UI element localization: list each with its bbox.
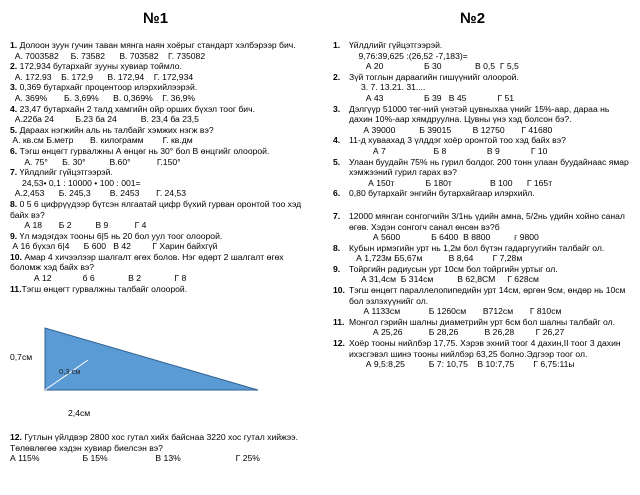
question-11: 11.Тэгш өнцөгт гурвалжны талбайг олоорой. xyxy=(10,283,188,294)
question-6: 6. Тэгш өнцөгт гурвалжны А өнцөг нь 30° бол В өнцгийг олоорой. xyxy=(10,145,270,156)
question-12: 12. Гутлын үйлдвэр 2800 хос гутал хийх байснаа 3220 хос гутал хийжээ. Төлөвлөгөө хэдэн хувиар биелсэн вэ? xyxy=(10,432,298,453)
right-column xyxy=(333,0,633,495)
question-7-options: А.2,453 Б. 245,3 В. 2453 Г. 24,53 xyxy=(10,188,186,199)
r-question-4-options: А 7 Б 8 В 9 Г 10 xyxy=(349,145,548,156)
r-question-11-options: А 25,26 Б 28,26 В 26,28 Г 26,27 xyxy=(349,327,565,338)
r-question-1-options: А 20 Б 30 В 0,5 Г 5,5 xyxy=(349,61,519,72)
triangle-side-label: 0,7см xyxy=(10,352,33,362)
question-4-options: А.22ба 24 Б.23 ба 24 В. 23,4 ба 23,5 xyxy=(10,114,199,125)
triangle-base-label: 2,4см xyxy=(68,408,91,418)
left-column xyxy=(10,0,310,495)
question-8: 8. 0 5 6 цифрүүдээр бүтсэн ялгаатай цифр бүхий гурван оронтой тоо хэд байх вэ? xyxy=(10,198,302,220)
r-question-2-options: А 43 Б 39 В 45 Г 51 xyxy=(349,92,515,103)
question-5: 5. Дараах нэгжийн аль нь талбайг хэмжих нэгж вэ? xyxy=(10,124,214,135)
r-question-1: 1. Үйлдлийг гүйцэтгээрэй. xyxy=(333,40,443,50)
r-question-7-options: А 5600 Б 6400 В 8800 г 9800 xyxy=(349,232,539,243)
question-2-options: А. 172.93 Б. 172,9 В. 172,94 Г. 172,934 xyxy=(10,71,194,82)
r-question-12: 12. Хоёр тооны нийлбэр 17,75. Хэрэв эхний тоог 4 дахин,II тоог 3 дахин ихэсгэвэл шинэ тооны нийлбэр 63,25 болно.Эдгээр тоог ол. xyxy=(333,338,621,359)
r-question-1-expression: 9,76:39,625 :(26,52 -7,183)= xyxy=(349,50,468,61)
r-question-2: 2. Зүй тоглын дараагийн гишүүнийг олоорой. xyxy=(333,71,519,82)
r-question-10: 10. Тэгш өнцөгт параллелопипедийн урт 14см, өргөн 9см, өндөр нь 10см бол эзлэхүүнийг ол. xyxy=(333,285,626,306)
question-10-options: А 12 б 6 В 2 Г 8 xyxy=(10,273,187,284)
r-question-10-options: А 1133см Б 1260см В712см Г 810см xyxy=(349,306,562,317)
r-question-8: 8. Кубын ирмэгийн урт нь 1,2м бол бүтэн гадаргуугийн талбайг ол. xyxy=(333,242,605,253)
question-10: 10. Амар 4 хичээлээр шалгалт өгөх болов. Нэг өдөрт 2 шалгалт өгөх боломж хэд байх вэ? xyxy=(10,251,284,273)
question-5-options: А. кв.см Б.метр В. килограмм Г. кв.дм xyxy=(10,135,193,146)
question-9-options: А 16 бүхэл 6|4 Б 600 В 42 Г Харин байхгүй xyxy=(10,241,218,252)
question-8-options: А 18 Б 2 В 9 Г 4 xyxy=(10,220,147,231)
r-question-5-options: А 150т Б 180т В 100 Г 165т xyxy=(349,177,553,188)
right-triangle-figure xyxy=(10,320,310,400)
question-6-options: А. 75° Б. 30° В.60° Г.150° xyxy=(10,156,181,167)
variant-1-title: №1 xyxy=(143,10,169,27)
right-triangle-shape xyxy=(45,328,258,390)
r-question-4: 4. 11-д хуваахад 3 үлддэг хоёр оронтой тоо хэд байх вэ? xyxy=(333,135,566,146)
r-question-7: 7. 12000 мянган сонгогчийн 3/1нь үдийн амна, 5/2нь үдийн хойно санал өгөв. Хэдэн сонгогч санал өнсөн вэ?б xyxy=(333,210,625,232)
question-9: 9. Үл мэдэгдэх тооны 6|5 нь 20 бол уул тоог олоорой. xyxy=(10,230,223,241)
question-1-options: А. 7003582 Б. 73582 В. 703582 Г. 735082 xyxy=(10,50,206,61)
r-question-3: 3. Дэлгүүр 51000 төг-ний үнэтэй цувныхаа үнийг 15%-аар, дараа нь дахин 10%-аар хямдруулна. Цувны үнэ хэд болсон бэ?. xyxy=(333,103,610,125)
question-1: 1. Долоон зуун гучин таван мянга наян хоёрыг стандарт хэлбэрээр бич. xyxy=(10,40,296,50)
triangle-height-label: 0,3 см xyxy=(59,367,81,376)
question-2: 2. 172,934 бутархайг зууны хувиар тоймло. xyxy=(10,61,182,72)
question-3-options: А. 369% Б. 3,69% В. 0,369% Г. 36,9% xyxy=(10,92,196,103)
question-4: 4. 23,47 бутархайн 2 талд хамгийн ойр орших бүхэл тоог бич. xyxy=(10,103,255,114)
r-question-5: 5. Улаан буудайн 75% нь гурил болдог. 200 тонн улаан буудайнаас ямар хэмжээний гурил гарах вэ? xyxy=(333,156,629,178)
r-question-6: 6. 0,80 бутархайг энгийн бутархайгаар илэрхийл. xyxy=(333,188,535,199)
r-question-9-options: А 31,4см Б 314см В 62,8СМ Г 628см xyxy=(349,274,539,285)
right-questions xyxy=(333,40,633,370)
question-7: 7. Үйлдлийг гүйцэтгээрэй. xyxy=(10,167,113,178)
r-question-3-options: А 39000 Б 39015 В 12750 Г 41680 xyxy=(349,124,553,135)
question-3: 3. 0,369 бутархайг процентоор илэрхийлээрэй. xyxy=(10,82,198,93)
variant-2-title: №2 xyxy=(460,10,486,27)
r-question-8-options: А 1,723м Б5,67м В 8,64 Г 7,28м xyxy=(349,253,523,264)
question-7-expression: 24,53• 0,1 : 10000 • 100 : 001= xyxy=(22,177,141,188)
r-question-9: 9. Тойргийн радиусын урт 10см бол тойргийн уртыг ол. xyxy=(333,263,558,274)
left-questions xyxy=(10,40,310,294)
question-12-options: А 115% Б 15% В 13% Г 25% xyxy=(10,453,260,464)
r-question-2-sequence: 3. 7. 13.21. 31.... xyxy=(349,82,426,93)
question-12-block xyxy=(10,432,310,464)
r-question-11: 11. Монгол гэрийн шалны диаметрийн урт 6см бол шалны талбайг ол. xyxy=(333,316,616,327)
r-question-12-options: А 9,5:8,25 Б 7: 10,75 В 10:7,75 Г 6,75:11ы xyxy=(349,359,575,370)
